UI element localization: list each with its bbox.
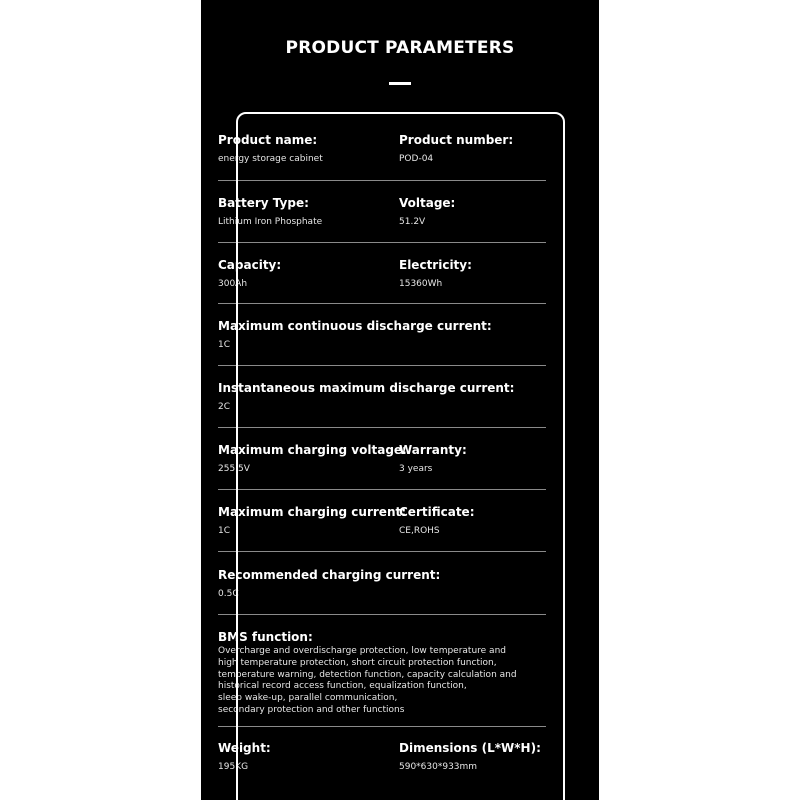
param-label: Warranty:: [399, 443, 467, 457]
bms-line: high temperature protection, short circuit protection function,: [218, 657, 497, 668]
param-value: 3 years: [399, 464, 433, 474]
page-title: PRODUCT PARAMETERS: [285, 38, 515, 58]
title-underline: [389, 82, 411, 85]
param-label: Recommended charging current:: [218, 568, 441, 582]
param-label: Maximum charging current:: [218, 505, 407, 519]
param-value: energy storage cabinet: [218, 154, 323, 164]
param-label: Maximum continuous discharge current:: [218, 319, 492, 333]
param-value: 1C: [218, 340, 231, 350]
param-label: Instantaneous maximum discharge current:: [218, 381, 515, 395]
bms-line: secondary protection and other functions: [218, 704, 405, 715]
param-value: 15360Wh: [399, 279, 443, 289]
param-label: Product name:: [218, 133, 318, 147]
bms-line: temperature warning, detection function, capacity calculation and: [218, 669, 517, 680]
param-label: Voltage:: [399, 196, 456, 210]
param-value: POD-04: [399, 154, 434, 164]
param-value: CE,ROHS: [399, 526, 440, 536]
param-value: 195KG: [218, 762, 249, 772]
param-value: 590*630*933mm: [399, 762, 478, 772]
bms-line: sleep wake-up, parallel communication,: [218, 693, 398, 704]
parameters-card-border: [236, 112, 565, 800]
param-value: 255.5V: [218, 464, 250, 474]
param-label: Dimensions (L*W*H):: [399, 741, 541, 755]
param-value: 0.5C: [218, 589, 239, 599]
param-value: 300Ah: [218, 279, 248, 289]
param-label: Weight:: [218, 741, 271, 755]
param-label: Electricity:: [399, 258, 472, 272]
param-value: Lithium Iron Phosphate: [218, 217, 323, 227]
param-label: Certificate:: [399, 505, 475, 519]
param-value: 51.2V: [399, 217, 426, 227]
param-label: Capacity:: [218, 258, 282, 272]
bms-line: Overcharge and overdischarge protection, low temperature and: [218, 646, 506, 656]
param-label: Product number:: [399, 133, 514, 147]
param-value: 2C: [218, 402, 231, 412]
param-label: Maximum charging voltage:: [218, 443, 407, 457]
product-parameters-panel: [201, 0, 599, 800]
param-label: Battery Type:: [218, 196, 309, 210]
bms-label: BMS function:: [218, 630, 313, 644]
param-value: 1C: [218, 526, 231, 536]
bms-line: historical record access function, equalization function,: [218, 681, 467, 692]
